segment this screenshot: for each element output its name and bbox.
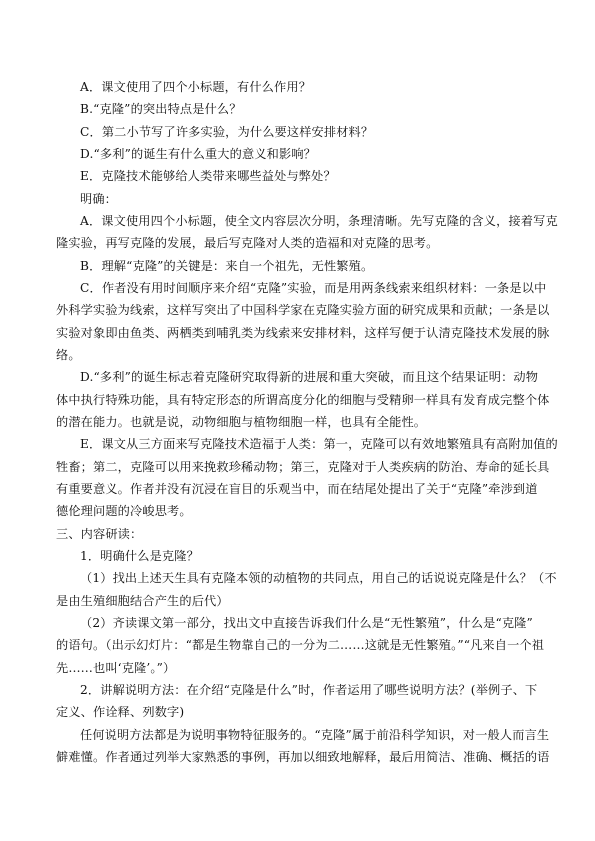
text-line: 明确： xyxy=(80,192,118,206)
text-line: 牲畜；第二，克隆可以用来挽救珍稀动物；第三，克隆对于人类疾病的防治、寿命的延长具 xyxy=(56,460,550,474)
section-heading: 三、内容研读： xyxy=(56,527,143,541)
text-line: 先……也叫‘克隆’。”） xyxy=(56,661,176,675)
text-line: （2）齐读课文第一部分，找出文中直接告诉我们什么是“无性繁殖”，什么是“克隆” xyxy=(80,616,533,630)
text-line: E．克隆技术能够给人类带来哪些益处与弊处？ xyxy=(80,169,336,183)
text-line: 定义、作诠释、列数字) xyxy=(56,705,185,719)
text-line: 僻难懂。作者通过列举大家熟悉的事例，再加以细致地解释，最后用简洁、准确、概括的语 xyxy=(56,750,550,764)
text-line: A．课文使用四个小标题，使全文内容层次分明，条理清晰。先写克隆的含义，接着写克 xyxy=(80,214,558,228)
text-line: A．课文使用了四个小标题，有什么作用？ xyxy=(80,80,312,94)
text-line: 隆实验，再写克隆的发展，最后写克隆对人类的造福和对克隆的思考。 xyxy=(56,236,439,250)
text-line: 有重要意义。作者并没有沉浸在盲目的乐观当中，而在结尾处提出了关于“克隆”牵涉到道 xyxy=(56,482,538,496)
text-line: 2．讲解说明方法：在介绍“克隆是什么”时，作者运用了哪些说明方法？(举例子、下 xyxy=(80,683,538,697)
text-line: 实验对象即由鱼类、两栖类到哺乳类为线索来安排材料，这样写便于认清克隆技术发展的脉 xyxy=(56,326,550,340)
text-line: 的语句。（出示幻灯片：“都是生物靠自己的一分为二……这就是无性繁殖。”“凡来自一个祖 xyxy=(56,638,545,652)
text-line: 外科学实验为线索，这样写突出了中国科学家在克隆实验方面的研究成果和贡献；一条是以 xyxy=(56,303,550,317)
text-line: 德伦理问题的冷峻思考。 xyxy=(56,504,192,518)
text-line: 络。 xyxy=(56,348,81,362)
text-line: C．第二小节写了许多实验，为什么要这样安排材料？ xyxy=(80,125,374,139)
text-line: （1）找出上述天生具有克隆本领的动植物的共同点，用自己的话说说克隆是什么？（不 xyxy=(80,571,557,585)
text-line: C．作者没有用时间顺序来介绍“克隆”实验，而是用两条线索来组织材料：一条是以中 xyxy=(80,281,547,295)
text-line: D.“多利”的诞生标志着克隆研究取得新的进展和重大突破，而且这个结果证明：动物 xyxy=(80,370,539,384)
text-line: 1．明确什么是克隆？ xyxy=(80,549,199,563)
text-line: B．理解“克隆”的关键是：来自一个祖先，无性繁殖。 xyxy=(80,259,374,273)
text-line: E．课文从三方面来写克隆技术造福于人类：第一，克隆可以有效地繁殖具有高附加值的 xyxy=(80,437,558,451)
text-line: 体中执行特殊功能，具有特定形态的所谓高度分化的细胞与受精卵一样具有发育成完整个体 xyxy=(56,393,550,407)
text-line: B.“克隆”的突出特点是什么？ xyxy=(80,102,242,116)
text-line: D.“多利”的诞生有什么重大的意义和影响？ xyxy=(80,147,317,161)
text-line: 的潜在能力。也就是说，动物细胞与植物细胞一样，也具有全能性。 xyxy=(56,415,427,429)
text-line: 任何说明方法都是为说明事物特征服务的。“克隆”属于前沿科学知识，对一般人而言生 xyxy=(80,728,550,742)
text-line: 是由生殖细胞结合产生的后代） xyxy=(56,594,229,608)
